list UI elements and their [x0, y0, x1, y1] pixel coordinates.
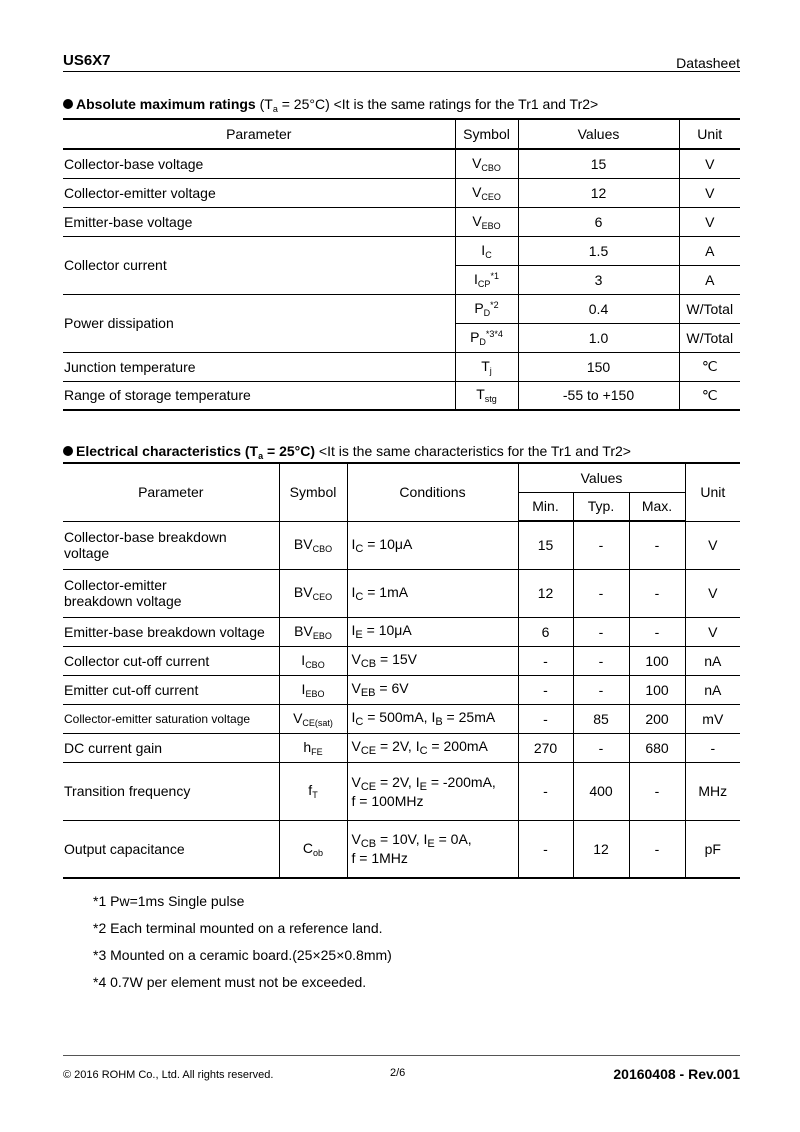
value-cell: 0.4: [518, 294, 679, 323]
column-header: Values: [518, 463, 685, 492]
min-cell: -: [518, 820, 573, 878]
footer-rule: [63, 1055, 740, 1056]
unit-cell: ℃: [679, 352, 740, 381]
table-row: [63, 207, 740, 236]
symbol-cell: $I_{CP}^{*1}$: [455, 265, 518, 294]
table-row: [63, 762, 740, 820]
parameter-cell: Transition frequency: [63, 762, 279, 820]
bullet-icon: [63, 446, 73, 456]
parameter-cell: Power dissipation: [63, 294, 455, 352]
electrical-characteristics-table: [63, 462, 740, 879]
min-cell: -: [518, 646, 573, 675]
symbol-cell: $h_{FE}$: [279, 733, 347, 762]
min-cell: -: [518, 675, 573, 704]
parameter-cell: Collector-base breakdown voltage: [63, 521, 279, 569]
symbol-cell: $f_T$: [279, 762, 347, 820]
page-number: 2/6: [390, 1067, 406, 1079]
value-cell: 6: [518, 207, 679, 236]
value-cell: -55 to +150: [518, 381, 679, 410]
doc-type: Datasheet: [676, 55, 740, 71]
unit-cell: V: [685, 521, 740, 569]
symbol-cell: $T_{stg}$: [455, 381, 518, 410]
symbol-cell: $P_D^{*2}$: [455, 294, 518, 323]
footnote: *4 0.7W per element must not be exceeded.: [93, 974, 367, 990]
column-header: Symbol: [455, 119, 518, 149]
symbol-cell: $V_{EBO}$: [455, 207, 518, 236]
max-cell: 100: [629, 646, 685, 675]
amr-section-title: Absolute maximum ratings $(T_a = 25^\circ C) <It$ is the same ratings for the Tr1 and Tr2>: [63, 96, 598, 114]
value-cell: 3: [518, 265, 679, 294]
unit-cell: mV: [685, 704, 740, 733]
typ-cell: 85: [573, 704, 629, 733]
unit-cell: A: [679, 236, 740, 265]
symbol-cell: $C_{ob}$: [279, 820, 347, 878]
footnote: *1 Pw=1ms Single pulse: [93, 893, 245, 909]
unit-cell: V: [685, 569, 740, 617]
parameter-cell: Range of storage temperature: [63, 381, 455, 410]
min-cell: -: [518, 704, 573, 733]
part-number: US6X7: [63, 52, 111, 69]
parameter-cell: Emitter-base voltage: [63, 207, 455, 236]
column-header: Values: [518, 119, 679, 149]
ec-section-title: Electrical characteristics $(T_a = 25^\circ C) <It$ is the same characteristics for the Tr1 and Tr2>: [63, 443, 631, 461]
unit-cell: nA: [685, 646, 740, 675]
min-cell: 15: [518, 521, 573, 569]
symbol-cell: $V_{CEO}$: [455, 178, 518, 207]
unit-cell: ℃: [679, 381, 740, 410]
value-cell: 12: [518, 178, 679, 207]
unit-cell: nA: [685, 675, 740, 704]
table-row: [63, 569, 740, 617]
symbol-cell: $BV_{CEO}$: [279, 569, 347, 617]
parameter-cell: Emitter cut-off current: [63, 675, 279, 704]
header-rule: [63, 71, 740, 72]
unit-cell: V: [685, 617, 740, 646]
min-cell: 270: [518, 733, 573, 762]
table-row: [63, 352, 740, 381]
value-cell: 150: [518, 352, 679, 381]
symbol-cell: $I_{EBO}$: [279, 675, 347, 704]
column-header: Unit: [685, 463, 740, 521]
unit-cell: V: [679, 178, 740, 207]
table-header-row: [63, 463, 740, 492]
table-row: [63, 178, 740, 207]
table-row: [63, 617, 740, 646]
parameter-cell: Collector-emitter saturation voltage: [63, 704, 279, 733]
typ-cell: -: [573, 617, 629, 646]
column-header: Parameter: [63, 119, 455, 149]
table-row: [63, 294, 740, 323]
conditions-cell: $I_C = 1mA$: [347, 569, 518, 617]
column-header: Symbol: [279, 463, 347, 521]
footnote: *3 Mounted on a ceramic board.(25×25×0.8mm): [93, 947, 392, 963]
column-header: Unit: [679, 119, 740, 149]
parameter-cell: Junction temperature: [63, 352, 455, 381]
absolute-maximum-ratings-table: [63, 118, 740, 411]
symbol-cell: $P_D^{*3*4}$: [455, 323, 518, 352]
max-cell: -: [629, 521, 685, 569]
footnote: *2 Each terminal mounted on a reference land.: [93, 920, 383, 936]
column-header: Max.: [629, 492, 685, 521]
column-header: Parameter: [63, 463, 279, 521]
max-cell: -: [629, 617, 685, 646]
table-row: [63, 646, 740, 675]
unit-cell: MHz: [685, 762, 740, 820]
parameter-cell: Output capacitance: [63, 820, 279, 878]
footnotes: [93, 888, 392, 996]
unit-cell: V: [679, 149, 740, 178]
min-cell: 12: [518, 569, 573, 617]
table-header-row: [63, 119, 740, 149]
typ-cell: -: [573, 569, 629, 617]
symbol-cell: $BV_{EBO}$: [279, 617, 347, 646]
max-cell: 100: [629, 675, 685, 704]
symbol-cell: $BV_{CBO}$: [279, 521, 347, 569]
unit-cell: -: [685, 733, 740, 762]
unit-cell: V: [679, 207, 740, 236]
unit-cell: A: [679, 265, 740, 294]
column-header: Min.: [518, 492, 573, 521]
conditions-cell: $V_{CE} = 2V$, $I_E = -200mA$, f = 100MHz: [347, 762, 518, 820]
table-row: [63, 733, 740, 762]
typ-cell: 12: [573, 820, 629, 878]
conditions-cell: $I_E = 10\mu A$: [347, 617, 518, 646]
max-cell: 680: [629, 733, 685, 762]
table-row: [63, 236, 740, 265]
unit-cell: W/Total: [679, 294, 740, 323]
value-cell: 15: [518, 149, 679, 178]
max-cell: -: [629, 820, 685, 878]
symbol-cell: $I_C$: [455, 236, 518, 265]
unit-cell: pF: [685, 820, 740, 878]
table-row: [63, 704, 740, 733]
column-header: Typ.: [573, 492, 629, 521]
unit-cell: W/Total: [679, 323, 740, 352]
table-row: [63, 381, 740, 410]
parameter-cell: Emitter-base breakdown voltage: [63, 617, 279, 646]
conditions-cell: $V_{CB} = 10V$, $I_E = 0A$, f = 1MHz: [347, 820, 518, 878]
conditions-cell: $V_{EB} = 6V$: [347, 675, 518, 704]
typ-cell: 400: [573, 762, 629, 820]
parameter-cell: Collector-base voltage: [63, 149, 455, 178]
table-row: [63, 675, 740, 704]
conditions-cell: $V_{CB} = 15V$: [347, 646, 518, 675]
max-cell: -: [629, 569, 685, 617]
symbol-cell: $V_{CBO}$: [455, 149, 518, 178]
symbol-cell: $T_j$: [455, 352, 518, 381]
parameter-cell: Collector-emitter breakdown voltage: [63, 569, 279, 617]
parameter-cell: Collector current: [63, 236, 455, 294]
min-cell: -: [518, 762, 573, 820]
parameter-cell: Collector-emitter voltage: [63, 178, 455, 207]
max-cell: 200: [629, 704, 685, 733]
typ-cell: -: [573, 646, 629, 675]
table-row: [63, 521, 740, 569]
parameter-cell: DC current gain: [63, 733, 279, 762]
conditions-cell: $I_C = 500mA$, $I_B = 25mA$: [347, 704, 518, 733]
column-header: Conditions: [347, 463, 518, 521]
max-cell: -: [629, 762, 685, 820]
conditions-cell: $V_{CE} = 2V$, $I_C = 200mA$: [347, 733, 518, 762]
symbol-cell: $I_{CBO}$: [279, 646, 347, 675]
typ-cell: -: [573, 733, 629, 762]
value-cell: 1.5: [518, 236, 679, 265]
copyright: © 2016 ROHM Co., Ltd. All rights reserved.: [63, 1069, 274, 1081]
value-cell: 1.0: [518, 323, 679, 352]
typ-cell: -: [573, 675, 629, 704]
bullet-icon: [63, 99, 73, 109]
table-row: [63, 820, 740, 878]
table-row: [63, 149, 740, 178]
conditions-cell: $I_C = 10\mu A$: [347, 521, 518, 569]
parameter-cell: Collector cut-off current: [63, 646, 279, 675]
typ-cell: -: [573, 521, 629, 569]
symbol-cell: $V_{CE(sat)}$: [279, 704, 347, 733]
min-cell: 6: [518, 617, 573, 646]
revision: 20160408 - Rev.001: [613, 1066, 740, 1082]
